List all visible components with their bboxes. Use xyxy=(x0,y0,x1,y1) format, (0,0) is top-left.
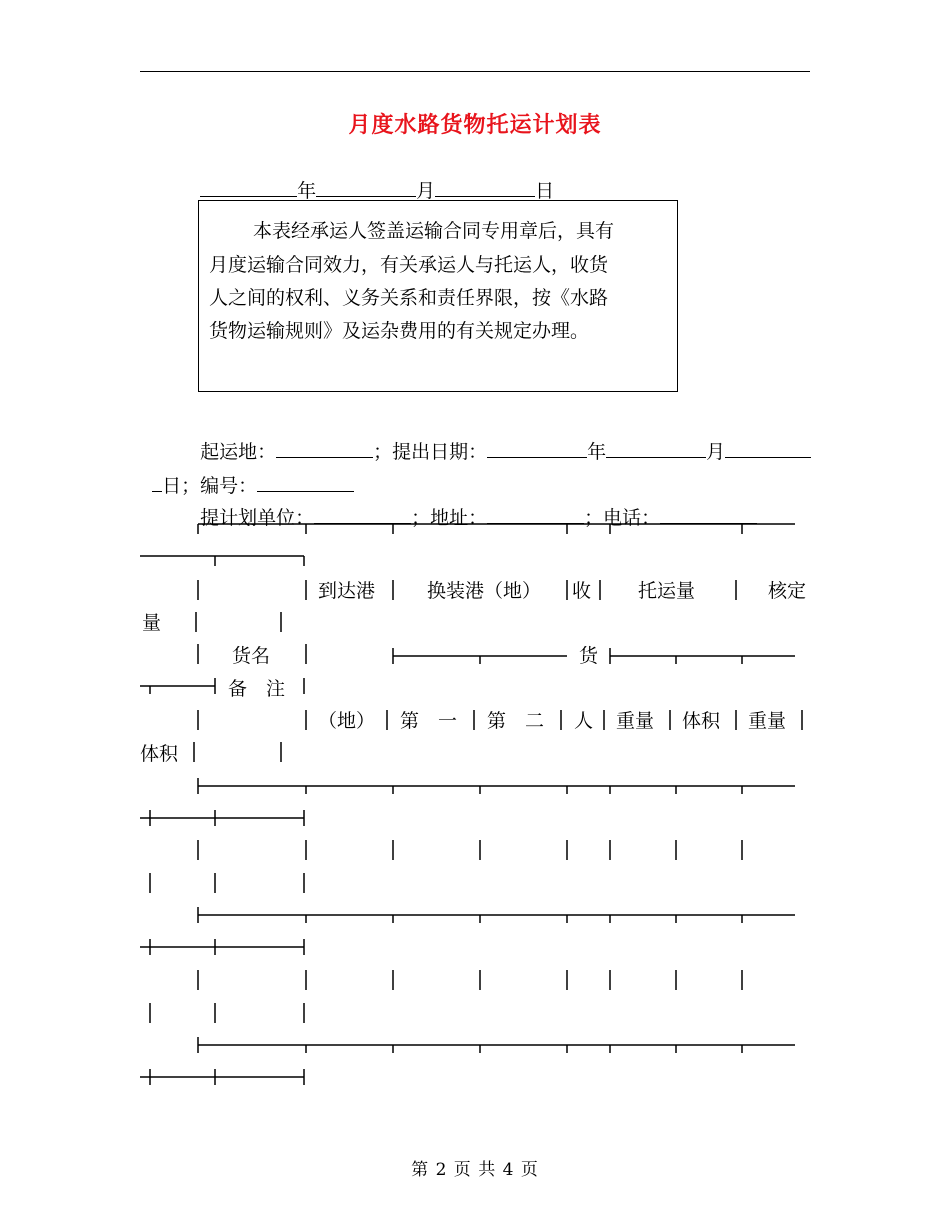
submit-year-label: 年 xyxy=(587,441,607,463)
header-second: 第 二 xyxy=(487,710,545,732)
submit-date-label: ；提出日期： xyxy=(373,441,488,463)
header-consignee-3: 人 xyxy=(574,710,594,732)
header-consignee-1: 收 xyxy=(572,580,592,602)
header-volume-1: 体积 xyxy=(682,710,721,732)
address-label: ；地址： xyxy=(411,507,488,529)
notice-line-4: 货物运输规则》及运杂费用的有关规定办理。 xyxy=(209,320,590,342)
header-weight-2: 重量 xyxy=(748,710,787,732)
header-consignee-2: 货 xyxy=(579,645,599,667)
page-title: 月度水路货物托运计划表 xyxy=(348,112,602,138)
header-arrival-port: 到达港 xyxy=(318,580,376,602)
submit-month-label: 月 xyxy=(706,441,726,463)
header-transship-port: 换装港（地） xyxy=(427,580,542,602)
page-footer: 第 2 页 共 4 页 xyxy=(411,1160,539,1180)
date-year-label: 年 xyxy=(297,180,317,202)
header-first: 第 一 xyxy=(400,710,458,732)
notice-line-2: 月度运输合同效力，有关承运人与托运人，收货 xyxy=(209,254,609,276)
date-month-label: 月 xyxy=(416,180,436,202)
date-day-label: 日 xyxy=(535,180,555,202)
header-remarks: 备 注 xyxy=(228,678,286,700)
header-weight-1: 重量 xyxy=(616,710,655,732)
submit-day-label: 日； xyxy=(162,475,201,497)
origin-label: 起运地： xyxy=(200,441,277,463)
header-shipping-volume: 托运量 xyxy=(638,580,696,602)
unit-label: 提计划单位： xyxy=(200,507,315,529)
notice-line-3: 人之间的权利、义务关系和责任界限，按《水路 xyxy=(209,287,609,309)
header-volume-2: 体积 xyxy=(140,743,179,765)
header-cargo-name: 货名 xyxy=(232,645,271,667)
header-approved-1: 核定 xyxy=(768,580,807,602)
number-label: 编号： xyxy=(200,475,258,497)
notice-line-1: 本表经承运人签盖运输合同专用章后，具有 xyxy=(253,220,615,242)
header-approved-2: 量 xyxy=(142,612,162,634)
phone-label: ；电话： xyxy=(584,507,661,529)
header-arrival-port-suffix: （地） xyxy=(318,710,376,732)
